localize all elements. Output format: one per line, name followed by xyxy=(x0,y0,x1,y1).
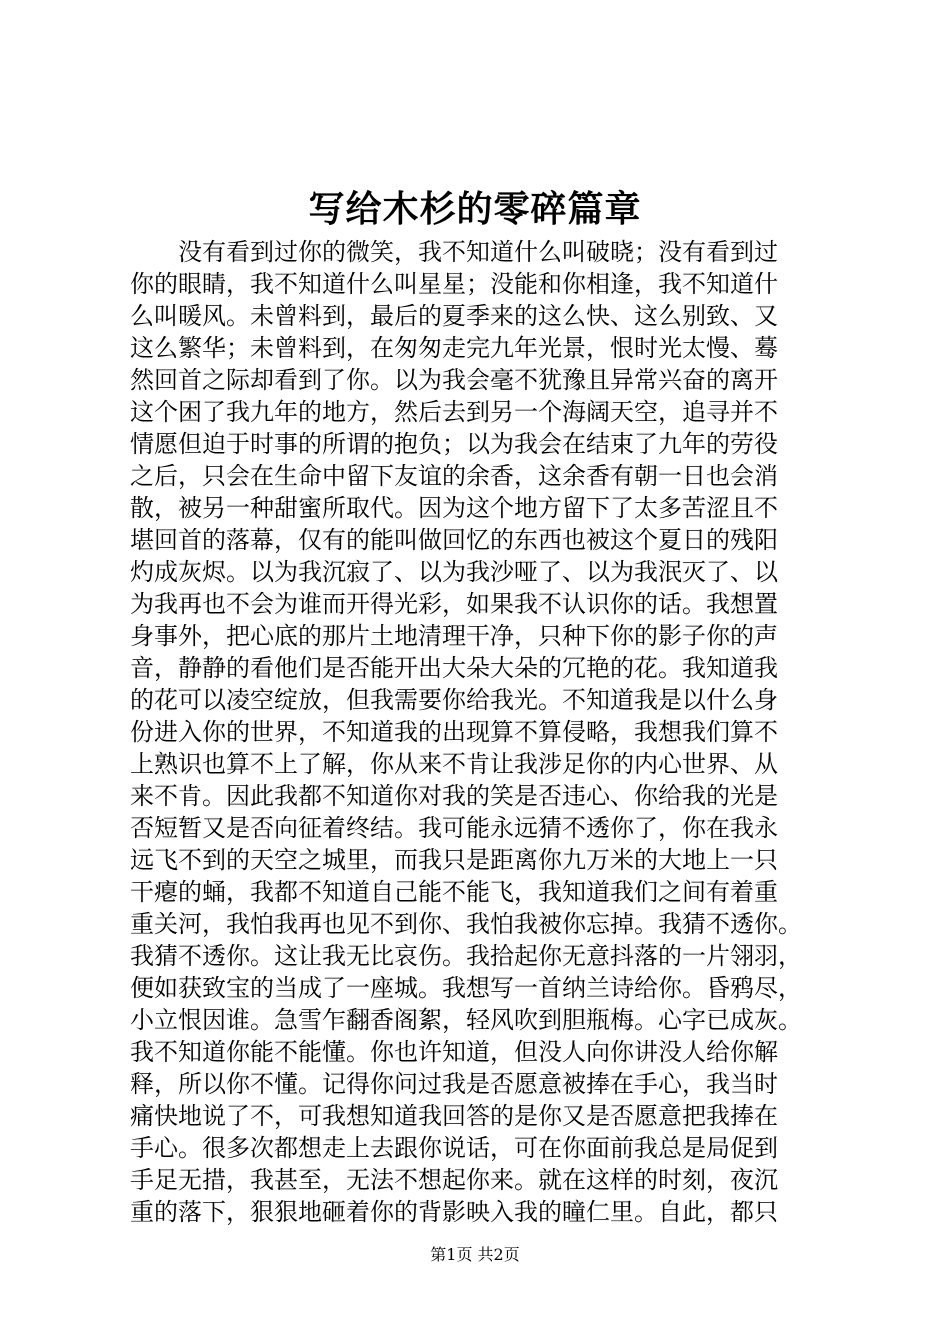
body-line: 然回首之际却看到了你。以为我会毫不犹豫且异常兴奋的离开 xyxy=(130,366,778,394)
body-line: 灼成灰烬。以为我沉寂了、以为我沙哑了、以为我泯灭了、以 xyxy=(130,558,778,586)
body-line: 干瘪的蛹，我都不知道自己能不能飞，我知道我们之间有着重 xyxy=(130,878,778,906)
body-line: 没有看到过你的微笑，我不知道什么叫破晓；没有看到过 xyxy=(130,238,778,266)
body-line: 身事外，把心底的那片土地清理干净，只种下你的影子你的声 xyxy=(130,622,778,650)
body-line: 手心。很多次都想走上去跟你说话，可在你面前我总是局促到 xyxy=(130,1134,778,1162)
body-line: 音，静静的看他们是否能开出大朵大朵的冗艳的花。我知道我 xyxy=(130,654,778,682)
body-line: 我不知道你能不能懂。你也许知道，但没人向你讲没人给你解 xyxy=(130,1038,778,1066)
body-line: 为我再也不会为谁而开得光彩，如果我不认识你的话。我想置 xyxy=(130,590,778,618)
body-line: 我猜不透你。这让我无比哀伤。我拾起你无意抖落的一片翎羽， xyxy=(130,942,802,970)
body-line: 之后，只会在生命中留下友谊的余香，这余香有朝一日也会消 xyxy=(130,462,778,490)
body-line: 手足无措，我甚至，无法不想起你来。就在这样的时刻，夜沉 xyxy=(130,1166,778,1194)
document-body xyxy=(130,236,826,1228)
body-line: 上熟识也算不上了解，你从来不肯让我涉足你的内心世界、从 xyxy=(130,750,778,778)
body-line: 份进入你的世界，不知道我的出现算不算侵略，我想我们算不 xyxy=(130,718,778,746)
body-line: 释，所以你不懂。记得你问过我是否愿意被捧在手心，我当时 xyxy=(130,1070,778,1098)
body-line: 便如获致宝的当成了一座城。我想写一首纳兰诗给你。昏鸦尽， xyxy=(130,974,802,1002)
body-line: 情愿但迫于时事的所谓的抱负；以为我会在结束了九年的劳役 xyxy=(130,430,778,458)
body-line: 否短暂又是否向征着终结。我可能永远猜不透你了，你在我永 xyxy=(130,814,778,842)
body-line: 的花可以凌空绽放，但我需要你给我光。不知道我是以什么身 xyxy=(130,686,778,714)
body-line: 么叫暖风。未曾料到，最后的夏季来的这么快、这么别致、又 xyxy=(130,302,778,330)
body-line: 小立恨因谁。急雪乍翻香阁絮，轻风吹到胆瓶梅。心字已成灰。 xyxy=(130,1006,802,1034)
body-line: 散，被另一种甜蜜所取代。因为这个地方留下了太多苦涩且不 xyxy=(130,494,778,522)
page-footer: 第1页 共2页 xyxy=(430,1245,520,1264)
body-line: 这个困了我九年的地方，然后去到另一个海阔天空，追寻并不 xyxy=(130,398,778,426)
body-line: 痛快地说了不，可我想知道我回答的是你又是否愿意把我捧在 xyxy=(130,1102,778,1130)
body-line: 重关河，我怕我再也见不到你、我怕我被你忘掉。我猜不透你。 xyxy=(130,910,802,938)
body-line: 这么繁华；未曾料到，在匆匆走完九年光景，恨时光太慢、蓦 xyxy=(130,334,778,362)
document-title: 写给木杉的零碎篇章 xyxy=(308,188,642,230)
body-line: 堪回首的落幕，仅有的能叫做回忆的东西也被这个夏日的残阳 xyxy=(130,526,778,554)
body-line: 来不肯。因此我都不知道你对我的笑是否违心、你给我的光是 xyxy=(130,782,778,810)
body-line: 你的眼睛，我不知道什么叫星星；没能和你相逢，我不知道什 xyxy=(130,270,778,298)
body-line: 远飞不到的天空之城里，而我只是距离你九万米的大地上一只 xyxy=(130,846,778,874)
body-line: 重的落下，狠狠地砸着你的背影映入我的瞳仁里。自此，都只 xyxy=(130,1198,778,1226)
